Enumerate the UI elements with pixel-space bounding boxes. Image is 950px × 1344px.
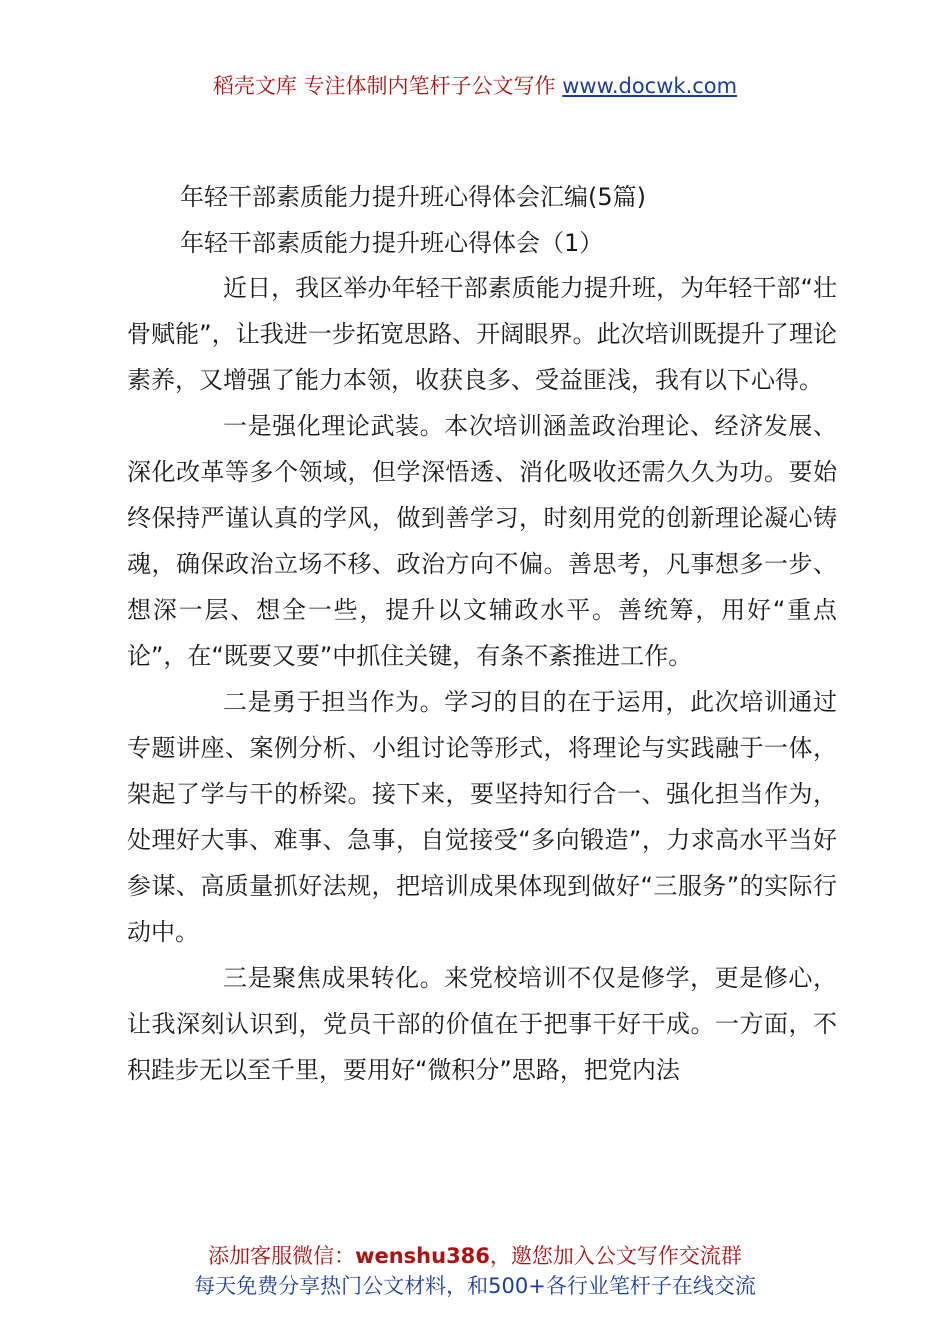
footer-wechat-prefix: 添加客服微信： [208,1244,356,1268]
footer-share-line: 每天免费分享热门公文材料，和500+各行业笔杆子在线交流 [194,1274,756,1298]
site-header-text: 稻壳文库 专注体制内笔杆子公文写作 [212,74,563,98]
document-title: 年轻干部素质能力提升班心得体会汇编(5篇) [180,183,646,211]
paragraph-4: 三是聚焦成果转化。来党校培训不仅是修学，更是修心，让我深刻认识到，党员干部的价值在于把事干好干成。一方面，不积跬步无以至千里，要用好“微积分”思路，把党内法 [127,964,837,1084]
footer-wechat-id: wenshu386 [355,1244,490,1268]
footer-wechat-line [0,1240,950,1270]
site-header [0,70,950,100]
footer-wechat-suffix: ，邀您加入公文写作交流群 [489,1244,742,1268]
paragraph-2: 一是强化理论武装。本次培训涵盖政治理论、经济发展、深化改革等多个领域，但学深悟透、消化吸收还需久久为功。要始终保持严谨认真的学风，做到善学习，时刻用党的创新理论凝心铸魂，确保政治立场不移、政治方向不偏。善思考，凡事想多一步、想深一层、想全一些，提升以文辅政水平。善统筹，用好“重点论”，在“既要又要”中抓住关键，有条不紊推进工作。 [127,412,837,670]
site-link[interactable]: www.docwk.com [562,74,738,98]
paragraph-3: 二是勇于担当作为。学习的目的在于运用，此次培训通过专题讲座、案例分析、小组讨论等形式，将理论与实践融于一体，架起了学与干的桥梁。接下来，要坚持知行合一、强化担当作为，处理好大事、难事、急事，自觉接受“多向锻造”，力求高水平当好参谋、高质量抓好法规，把培训成果体现到做好“三服务”的实际行动中。 [127,688,837,946]
document-body [127,265,837,1093]
document-subtitle: 年轻干部素质能力提升班心得体会（1） [180,229,604,257]
paragraph-1: 近日，我区举办年轻干部素质能力提升班，为年轻干部“壮骨赋能”，让我进一步拓宽思路、开阔眼界。此次培训既提升了理论素养，又增强了能力本领，收获良多、受益匪浅，我有以下心得。 [127,274,837,394]
